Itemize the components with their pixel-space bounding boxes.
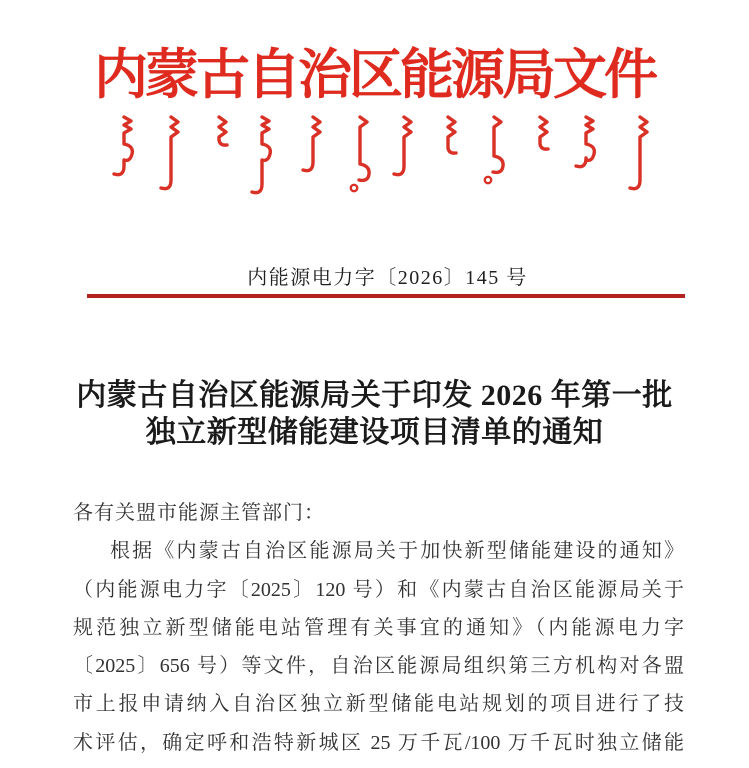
mongolian-word-column xyxy=(525,114,555,160)
mongolian-word-column xyxy=(345,114,375,194)
mongolian-word-column xyxy=(625,114,655,202)
salutation-line: 各有关盟市能源主管部门： xyxy=(73,502,325,524)
body-line: 〔2025〕656 号）等文件，自治区能源局组织第三方机构对各盟 xyxy=(73,655,684,678)
red-divider-line xyxy=(87,294,685,298)
body-line: 规范独立新型储能电站管理有关事宜的通知》（内能源电力字 xyxy=(73,616,684,639)
mongolian-word-column xyxy=(109,114,139,188)
mongolian-word-column xyxy=(204,114,234,156)
body-line: 术评估，确定呼和浩特新城区 25 万千瓦/100 万千瓦时独立储能 xyxy=(73,731,684,754)
body-line: 根据《内蒙古自治区能源局关于加快新型储能建设的通知》 xyxy=(110,540,684,563)
document-number: 内能源电力字〔2026〕145 号 xyxy=(247,267,528,289)
body-line: （内能源电力字〔2025〕120 号）和《内蒙古自治区能源局关于 xyxy=(73,578,684,601)
mongolian-word-column xyxy=(571,114,601,180)
mongolian-word-column xyxy=(389,114,419,188)
mongolian-word-column xyxy=(298,114,328,184)
body-line: 市上报申请纳入自治区独立新型储能电站规划的项目进行了技 xyxy=(73,693,684,716)
mongolian-word-column xyxy=(156,114,186,202)
document-title-line2: 独立新型储能建设项目清单的通知 xyxy=(145,416,604,449)
document-title xyxy=(0,377,749,451)
document-header-title: 内蒙古自治区能源局文件 xyxy=(94,45,655,105)
mongolian-word-column xyxy=(433,114,463,164)
mongolian-word-column xyxy=(479,114,509,186)
mongolian-word-column xyxy=(247,114,277,206)
document-body xyxy=(73,494,684,762)
document-title-line1: 内蒙古自治区能源局关于印发 2026 年第一批 xyxy=(76,379,673,412)
mongolian-script xyxy=(0,114,749,210)
